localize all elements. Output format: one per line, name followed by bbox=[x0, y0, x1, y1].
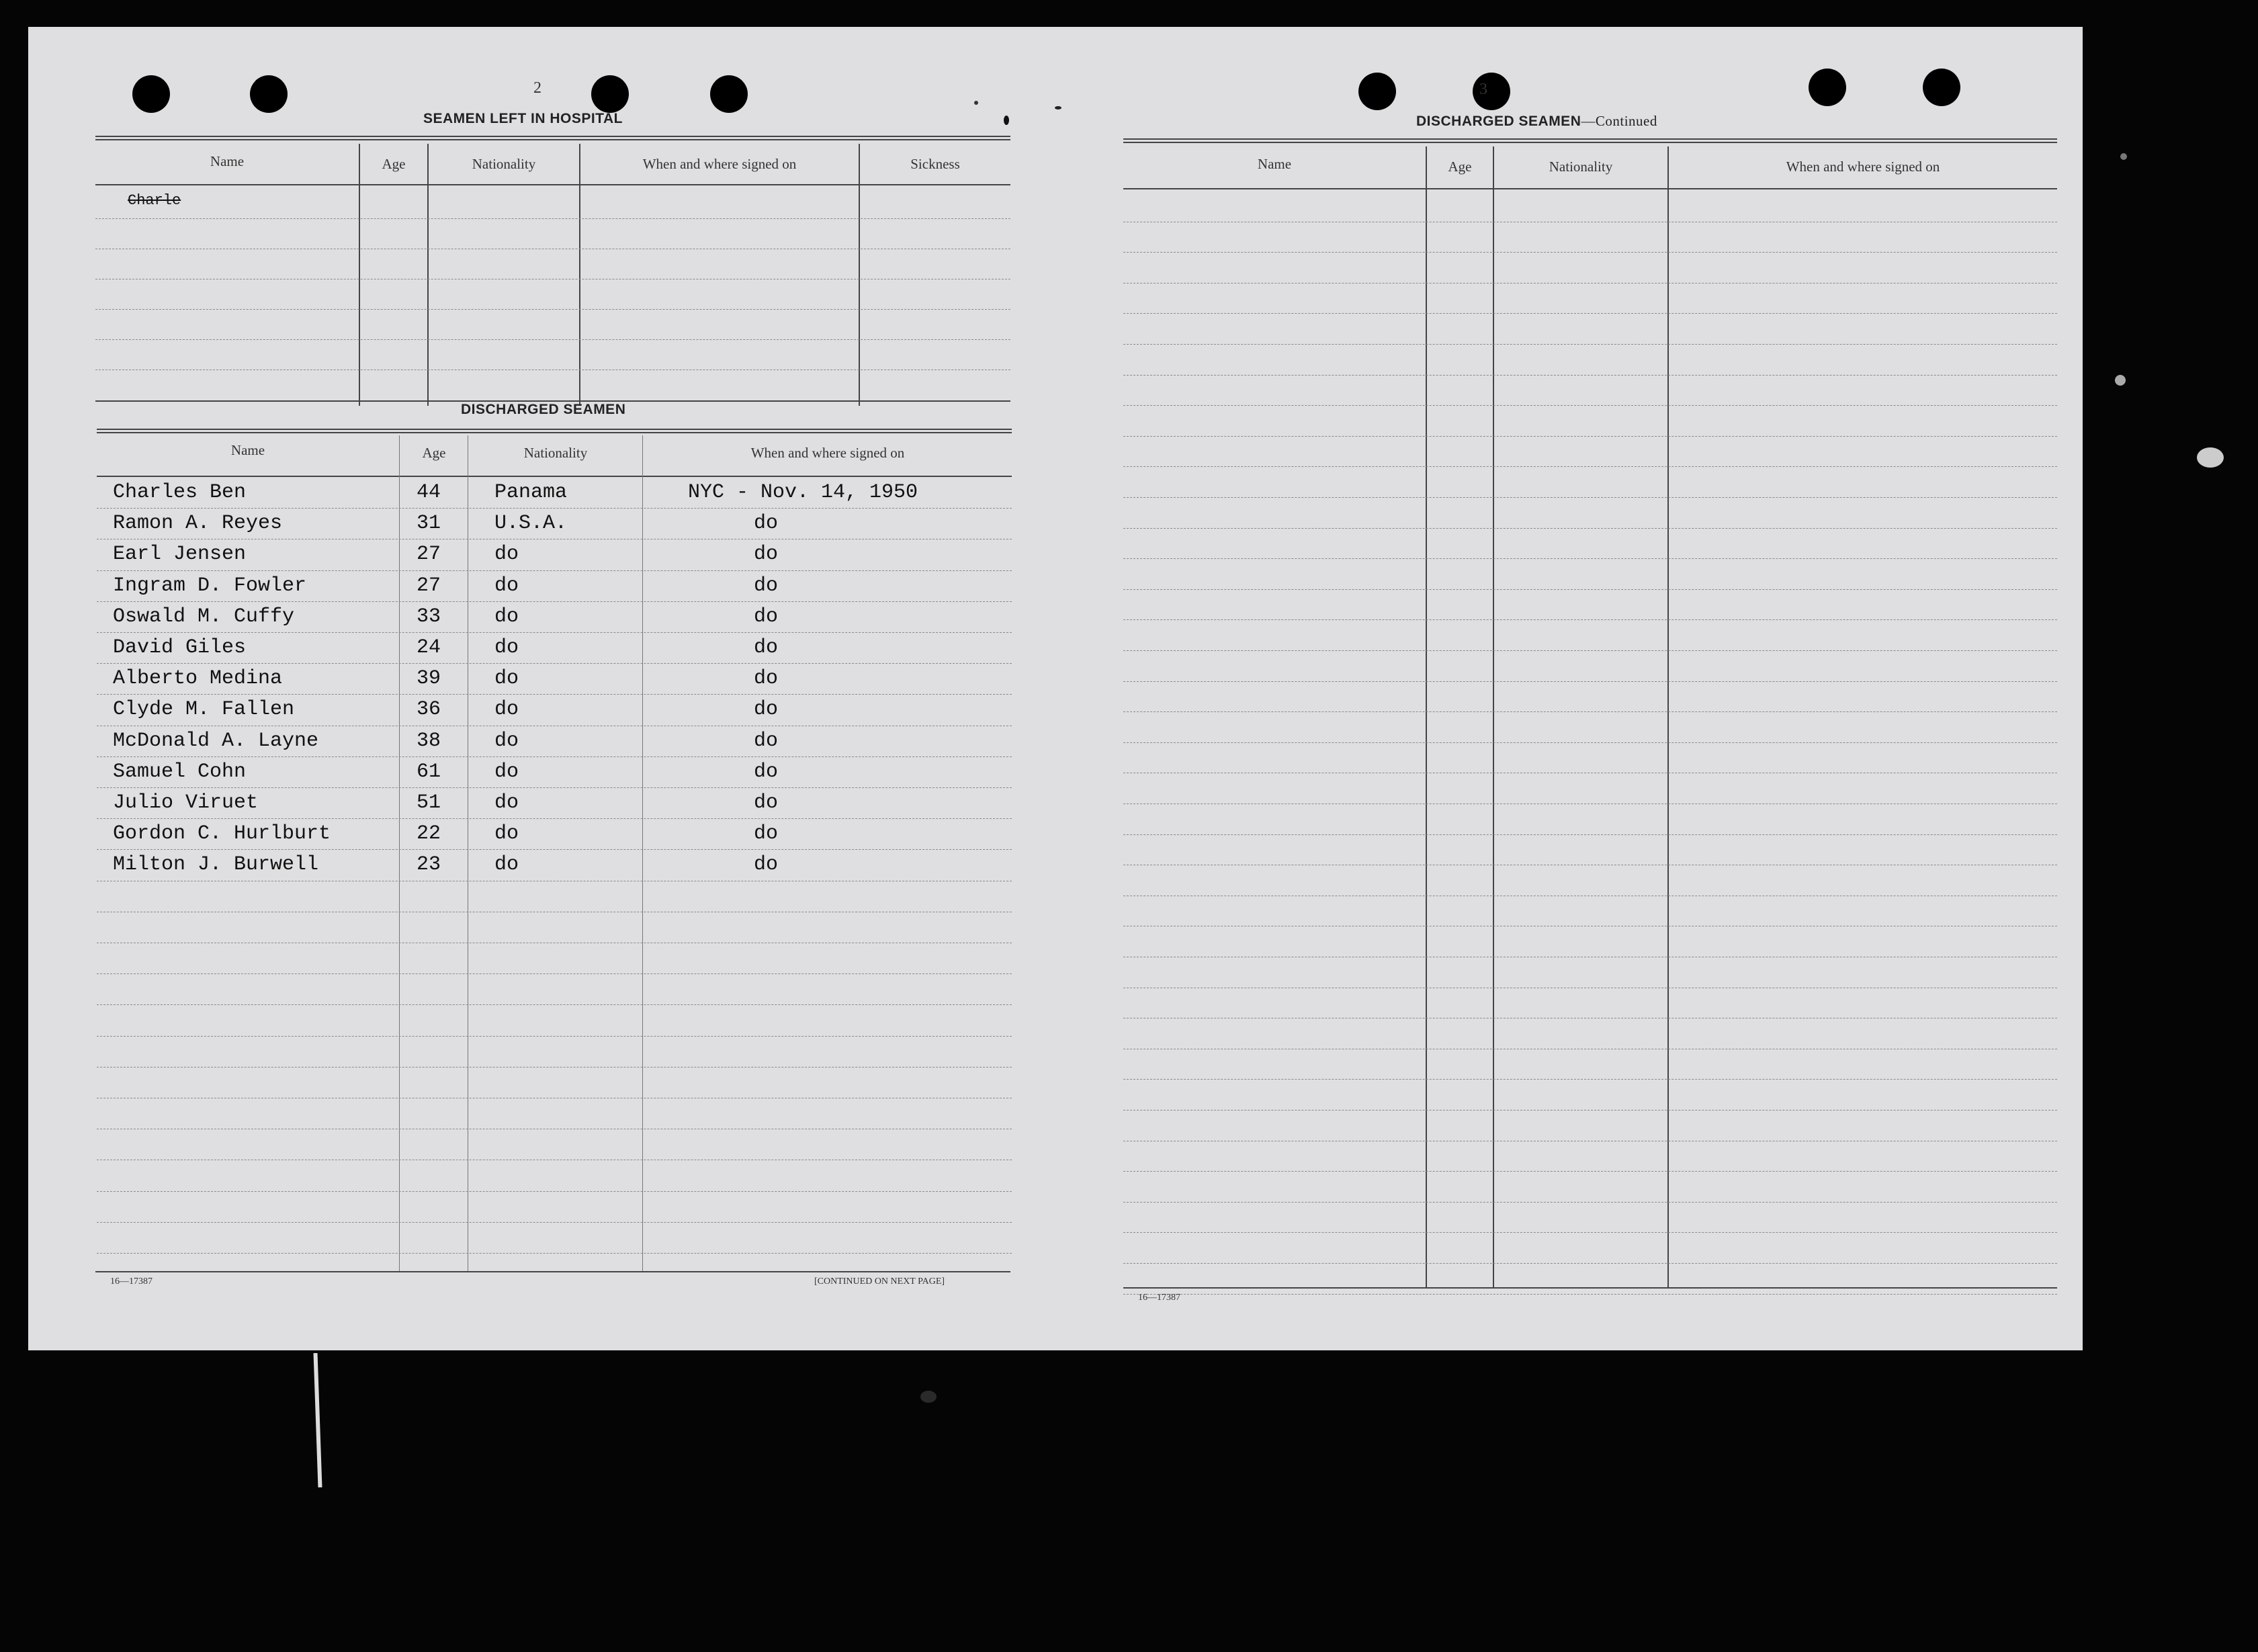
cell-name: Julio Viruet bbox=[113, 791, 259, 814]
column-divider bbox=[399, 435, 400, 1271]
hospital-struck-entry: Charle bbox=[128, 192, 181, 209]
cell-nationality: do bbox=[494, 853, 519, 877]
row-rule bbox=[1123, 252, 2057, 253]
row-rule bbox=[95, 218, 1010, 219]
punch-hole bbox=[1358, 73, 1396, 110]
right-header-name: Name bbox=[1257, 156, 1292, 172]
row-rule bbox=[1123, 1202, 2057, 1203]
discharged-header-age: Age bbox=[422, 445, 446, 461]
row-rule bbox=[1123, 834, 2057, 835]
cell-nationality: do bbox=[494, 729, 519, 752]
row-rule bbox=[97, 570, 1012, 571]
row-rule bbox=[1123, 1110, 2057, 1111]
paper-speck bbox=[974, 101, 978, 105]
cell-nationality: do bbox=[494, 574, 519, 597]
row-rule bbox=[1123, 436, 2057, 437]
column-divider bbox=[1426, 146, 1427, 1289]
punch-hole bbox=[250, 75, 288, 113]
cell-nationality: do bbox=[494, 543, 519, 566]
cell-signed-on: do bbox=[754, 605, 779, 628]
cell-age: 44 bbox=[417, 481, 441, 504]
row-rule bbox=[1123, 344, 2057, 345]
right-header-age: Age bbox=[1448, 159, 1472, 175]
continued-title-suffix: —Continued bbox=[1581, 113, 1657, 129]
punch-hole bbox=[1473, 73, 1510, 110]
column-divider bbox=[859, 144, 860, 406]
row-rule bbox=[1123, 497, 2057, 498]
discharged-header-signed-on: When and where signed on bbox=[750, 445, 905, 461]
cell-name: McDonald A. Layne bbox=[113, 729, 319, 752]
column-divider bbox=[1493, 146, 1494, 1289]
row-rule bbox=[1123, 650, 2057, 651]
row-rule bbox=[1123, 528, 2057, 529]
scan-speck bbox=[920, 1391, 937, 1403]
right-header-signed-on: When and where signed on bbox=[1786, 159, 1940, 175]
row-rule bbox=[1123, 1171, 2057, 1172]
cell-signed-on: do bbox=[754, 636, 779, 659]
continued-title-main: DISCHARGED SEAMEN bbox=[1416, 114, 1581, 129]
row-rule bbox=[97, 694, 1012, 695]
row-rule bbox=[97, 973, 1012, 974]
row-rule bbox=[1123, 375, 2057, 376]
cell-nationality: do bbox=[494, 698, 519, 722]
cell-name: Earl Jensen bbox=[113, 543, 247, 566]
cell-signed-on: do bbox=[754, 543, 779, 566]
cell-age: 31 bbox=[417, 512, 441, 535]
cell-age: 24 bbox=[417, 636, 441, 659]
cell-signed-on: do bbox=[754, 853, 779, 877]
row-rule bbox=[97, 1004, 1012, 1005]
row-rule bbox=[97, 849, 1012, 850]
cell-name: Ramon A. Reyes bbox=[113, 512, 283, 535]
row-rule bbox=[97, 1253, 1012, 1254]
cell-age: 61 bbox=[417, 760, 441, 783]
row-rule bbox=[1123, 405, 2057, 406]
cell-age: 33 bbox=[417, 605, 441, 628]
scan-speck bbox=[2115, 375, 2126, 386]
cell-nationality: do bbox=[494, 605, 519, 628]
cell-signed-on: do bbox=[754, 667, 779, 691]
cell-nationality: Panama bbox=[494, 481, 568, 504]
scan-speck bbox=[2120, 153, 2127, 160]
scan-speck bbox=[2197, 447, 2224, 468]
row-rule bbox=[97, 1191, 1012, 1192]
cell-signed-on: do bbox=[754, 512, 779, 535]
cell-nationality: do bbox=[494, 760, 519, 783]
hospital-header-sickness: Sickness bbox=[910, 156, 960, 172]
cell-signed-on: do bbox=[754, 574, 779, 597]
row-rule bbox=[97, 632, 1012, 633]
page-number: 2 bbox=[533, 79, 541, 97]
column-divider bbox=[427, 144, 429, 406]
form-number: 16—17387 bbox=[1138, 1293, 1180, 1303]
cell-nationality: U.S.A. bbox=[494, 512, 568, 535]
cell-signed-on: do bbox=[754, 791, 779, 814]
punch-hole bbox=[591, 75, 629, 113]
page-number: 3 bbox=[1479, 81, 1487, 98]
discharged-header-name: Name bbox=[230, 442, 265, 458]
hospital-section-title: SEAMEN LEFT IN HOSPITAL bbox=[423, 111, 623, 126]
row-rule bbox=[97, 663, 1012, 664]
row-rule bbox=[95, 309, 1010, 310]
cell-nationality: do bbox=[494, 667, 519, 691]
cell-age: 39 bbox=[417, 667, 441, 691]
punch-hole bbox=[710, 75, 748, 113]
row-rule bbox=[1123, 1079, 2057, 1080]
cell-signed-on: do bbox=[754, 822, 779, 846]
cell-age: 27 bbox=[417, 543, 441, 566]
discharged-section-title: DISCHARGED SEAMEN bbox=[461, 402, 626, 417]
row-rule bbox=[1123, 589, 2057, 590]
row-rule bbox=[1123, 1263, 2057, 1264]
cell-name: David Giles bbox=[113, 636, 247, 659]
row-rule bbox=[1123, 283, 2057, 284]
form-number: 16—17387 bbox=[110, 1276, 153, 1287]
page-bottom-rule bbox=[95, 1271, 1010, 1272]
cell-age: 23 bbox=[417, 853, 441, 877]
cell-name: Oswald M. Cuffy bbox=[113, 605, 295, 628]
cell-age: 51 bbox=[417, 791, 441, 814]
row-rule bbox=[1123, 742, 2057, 743]
row-rule bbox=[95, 339, 1010, 340]
row-rule bbox=[1123, 681, 2057, 682]
page-bottom-rule bbox=[1123, 1287, 2057, 1289]
cell-age: 36 bbox=[417, 698, 441, 722]
hospital-header-nationality: Nationality bbox=[472, 156, 536, 172]
paper-speck bbox=[1004, 116, 1009, 125]
cell-nationality: do bbox=[494, 822, 519, 846]
row-rule bbox=[97, 508, 1012, 509]
right-header-nationality: Nationality bbox=[1549, 159, 1613, 175]
cell-age: 22 bbox=[417, 822, 441, 846]
continued-note: [CONTINUED ON NEXT PAGE] bbox=[814, 1276, 945, 1287]
discharged-header-rule bbox=[97, 476, 1012, 477]
discharged-header-nationality: Nationality bbox=[523, 445, 588, 461]
cell-signed-on: do bbox=[754, 698, 779, 722]
row-rule bbox=[97, 1067, 1012, 1068]
row-rule bbox=[1123, 558, 2057, 559]
hospital-header-name: Name bbox=[210, 153, 245, 169]
cell-nationality: do bbox=[494, 636, 519, 659]
cell-signed-on: do bbox=[754, 729, 779, 752]
column-divider bbox=[642, 435, 643, 1271]
cell-name: Gordon C. Hurlburt bbox=[113, 822, 331, 846]
row-rule bbox=[1123, 1294, 2057, 1295]
title-rule bbox=[97, 429, 1012, 433]
paper-speck bbox=[1055, 106, 1061, 110]
row-rule bbox=[95, 369, 1010, 370]
hospital-header-rule bbox=[95, 184, 1010, 185]
cell-name: Samuel Cohn bbox=[113, 760, 247, 783]
column-divider bbox=[579, 144, 580, 406]
row-rule bbox=[97, 1036, 1012, 1037]
row-rule bbox=[97, 818, 1012, 819]
row-rule bbox=[97, 601, 1012, 602]
row-rule bbox=[1123, 313, 2057, 314]
row-rule bbox=[97, 1222, 1012, 1223]
cell-name: Charles Ben bbox=[113, 481, 247, 504]
binding-string bbox=[314, 1353, 322, 1487]
row-rule bbox=[1123, 619, 2057, 620]
row-rule bbox=[97, 787, 1012, 788]
cell-age: 38 bbox=[417, 729, 441, 752]
row-rule bbox=[1123, 803, 2057, 804]
cell-name: Ingram D. Fowler bbox=[113, 574, 307, 597]
cell-name: Clyde M. Fallen bbox=[113, 698, 295, 722]
continued-section-title bbox=[1416, 113, 1657, 130]
row-rule bbox=[1123, 466, 2057, 467]
cell-signed-on: NYC - Nov. 14, 1950 bbox=[688, 481, 918, 504]
right-header-rule bbox=[1123, 188, 2057, 189]
cell-name: Alberto Medina bbox=[113, 667, 283, 691]
title-rule bbox=[95, 136, 1010, 140]
row-rule bbox=[97, 756, 1012, 757]
punch-hole bbox=[1923, 69, 1960, 106]
punch-hole bbox=[132, 75, 170, 113]
hospital-header-signed-on: When and where signed on bbox=[642, 156, 797, 172]
row-rule bbox=[1123, 1232, 2057, 1233]
column-divider bbox=[359, 144, 360, 406]
cell-nationality: do bbox=[494, 791, 519, 814]
cell-name: Milton J. Burwell bbox=[113, 853, 319, 877]
cell-signed-on: do bbox=[754, 760, 779, 783]
form-sheet bbox=[28, 27, 2083, 1350]
row-rule bbox=[1123, 711, 2057, 712]
column-divider bbox=[1667, 146, 1669, 1289]
hospital-header-age: Age bbox=[382, 156, 406, 172]
punch-hole bbox=[1809, 69, 1846, 106]
cell-age: 27 bbox=[417, 574, 441, 597]
title-rule bbox=[1123, 138, 2057, 143]
